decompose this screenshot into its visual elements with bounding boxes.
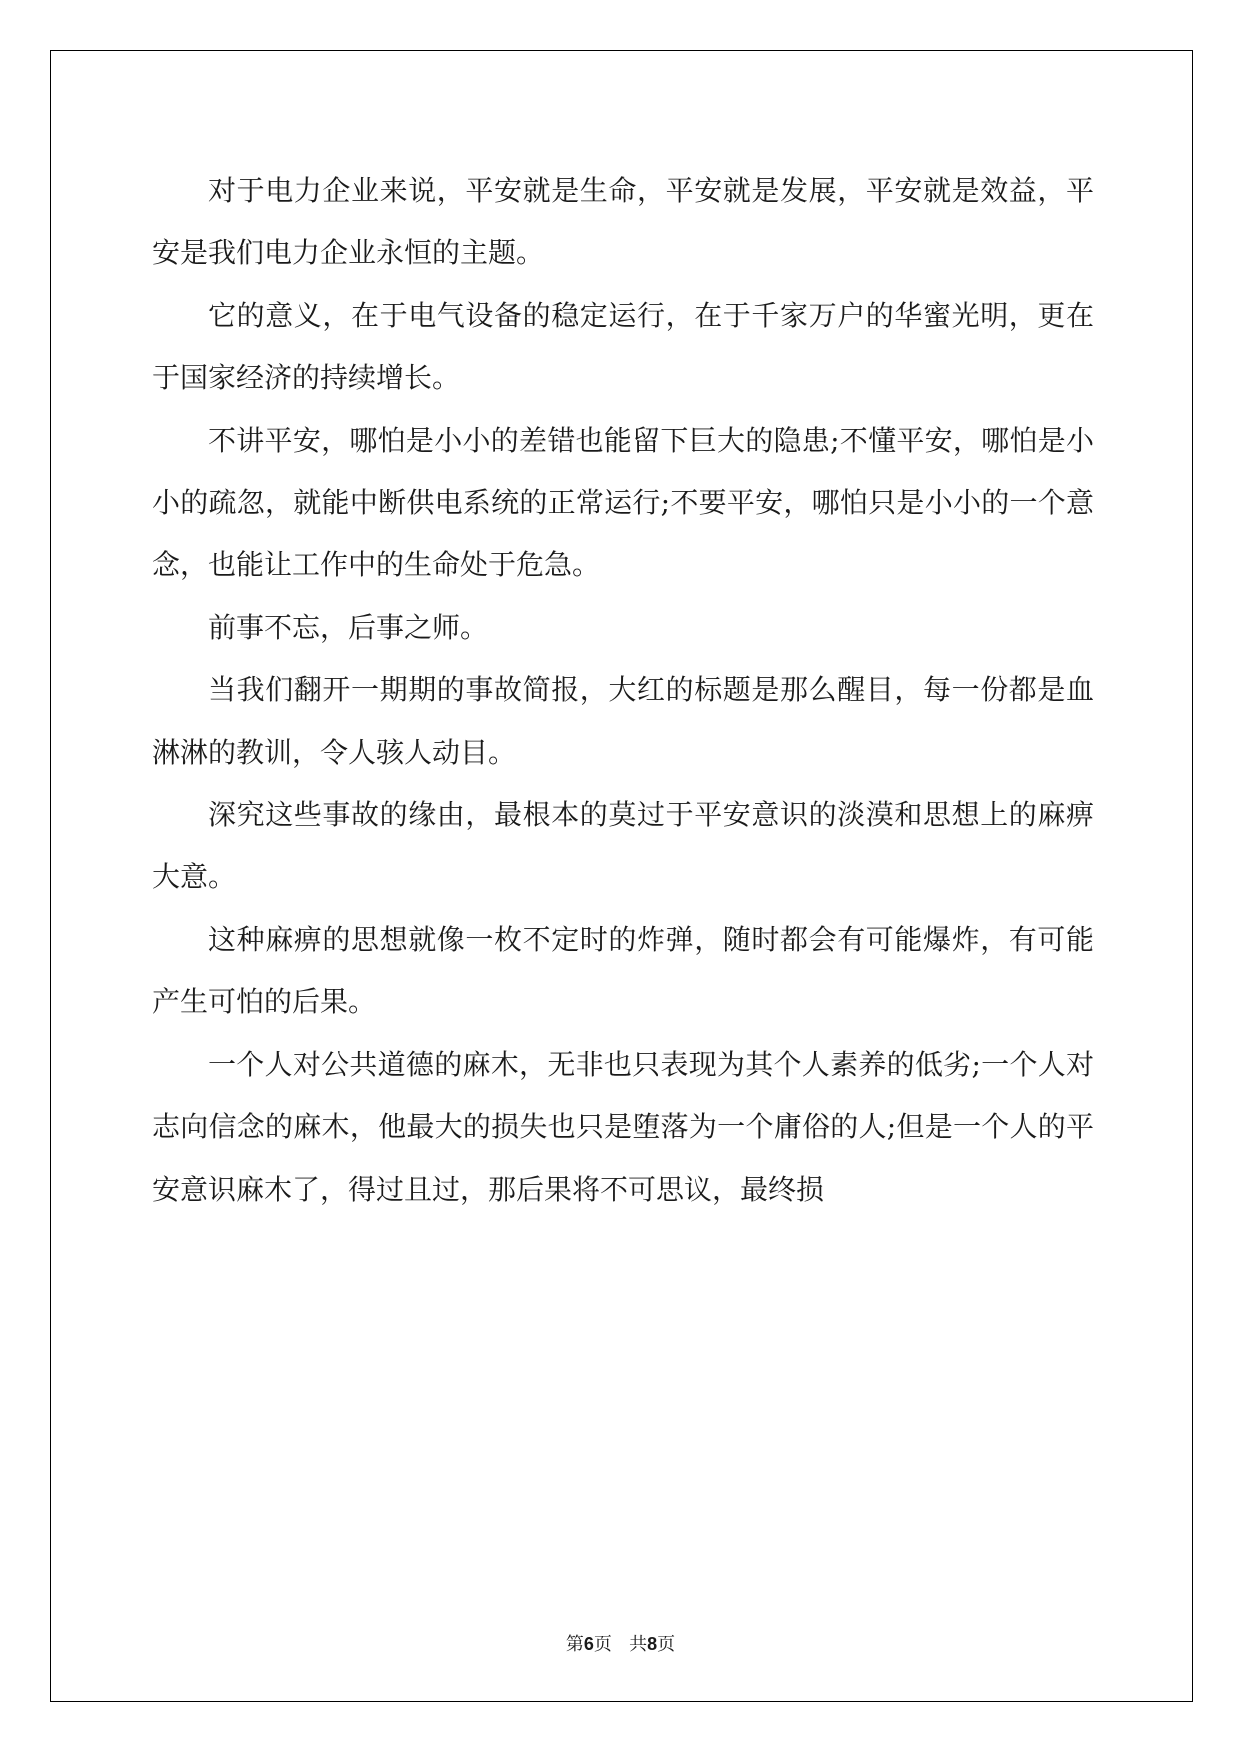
paragraph: 对于电力企业来说，平安就是生命，平安就是发展，平安就是效益，平安是我们电力企业永恒的主题。 [152, 174, 1094, 270]
paragraph: 当我们翻开一期期的事故简报，大红的标题是那么醒目，每一份都是血淋淋的教训，令人骇人动目。 [152, 673, 1094, 769]
paragraph: 前事不忘，后事之师。 [208, 610, 489, 644]
page-footer [0, 1630, 1241, 1656]
footer-prefix: 第 [565, 1634, 584, 1655]
total-pages-number: 8 [647, 1634, 658, 1654]
footer-middle: 页 共 [593, 1634, 648, 1655]
paragraph: 深究这些事故的缘由，最根本的莫过于平安意识的淡漠和思想上的麻痹大意。 [152, 798, 1094, 894]
paragraph: 一个人对公共道德的麻木，无非也只表现为其个人素养的低劣;一个人对志向信念的麻木，他最大的损失也只是堕落为一个庸俗的人;但是一个人的平安意识麻木了，得过且过，那后果将不可思议，最终损 [152, 1047, 1094, 1206]
document-body [152, 160, 1094, 1221]
current-page-number: 6 [583, 1634, 594, 1654]
paragraph: 这种麻痹的思想就像一枚不定时的炸弹，随时都会有可能爆炸，有可能产生可怕的后果。 [152, 922, 1094, 1019]
paragraph: 它的意义，在于电气设备的稳定运行，在于千家万户的华蜜光明，更在于国家经济的持续增长。 [152, 298, 1094, 395]
paragraph: 不讲平安，哪怕是小小的差错也能留下巨大的隐患;不懂平安，哪怕是小小的疏忽，就能中断供电系统的正常运行;不要平安，哪怕只是小小的一个意念，也能让工作中的生命处于危急。 [152, 423, 1094, 582]
footer-suffix: 页 [657, 1634, 676, 1655]
